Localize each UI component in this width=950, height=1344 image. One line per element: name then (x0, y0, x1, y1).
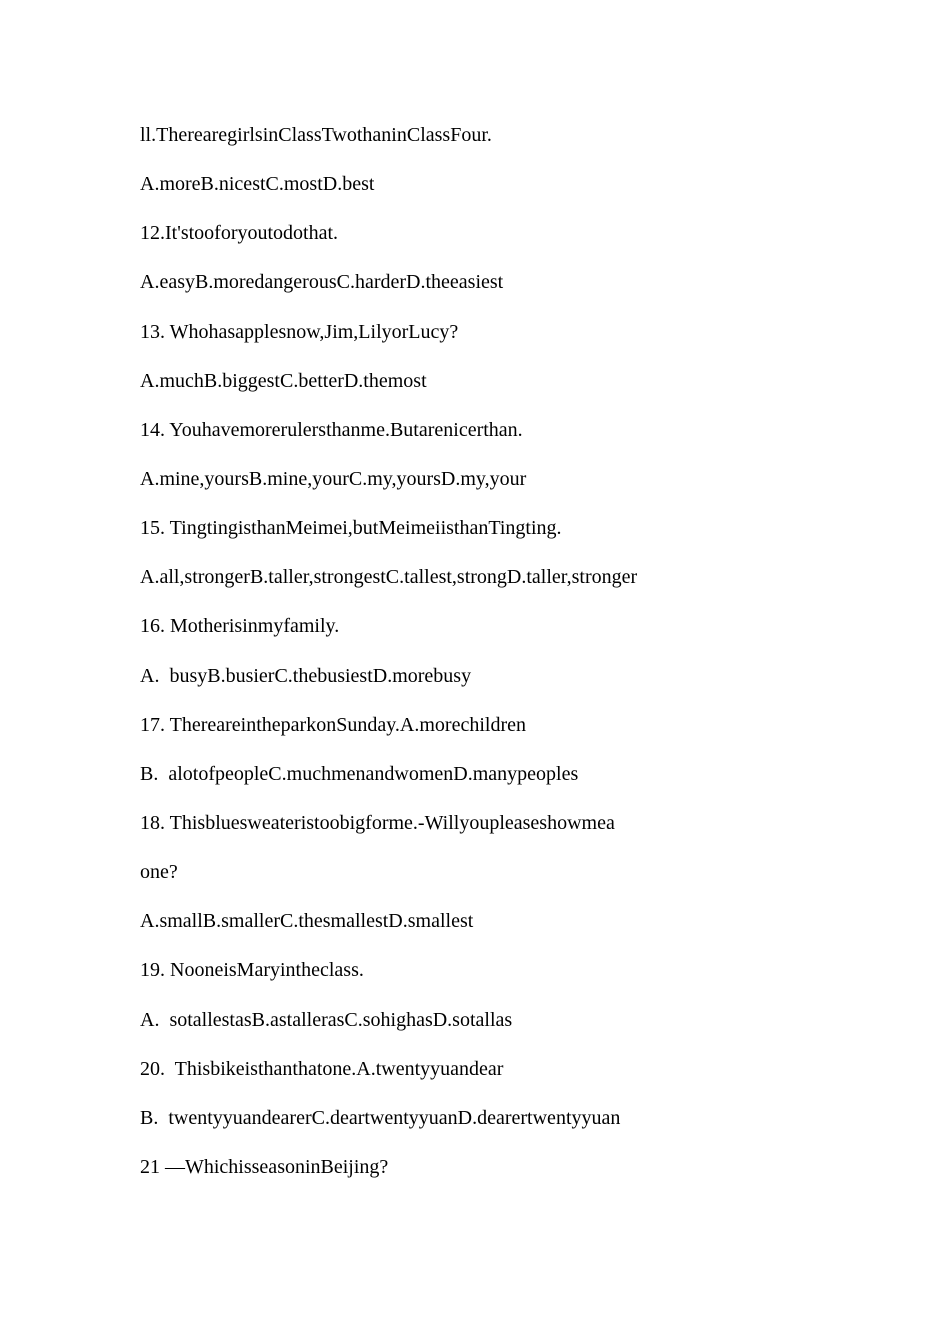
text-line: A.mine,yoursB.mine,yourC.my,yoursD.my,your (140, 467, 527, 490)
text-line: 15. TingtingisthanMeimei,butMeimeiisthanTingting. (140, 517, 562, 540)
text-line: A. busyB.busierC.thebusiestD.morebusy (140, 664, 472, 687)
text-line: 14. Youhavemorerulersthanme.Butarenicerthan. (140, 418, 523, 441)
text-line: 18. Thisbluesweateristoobigforme.-Willyoupleaseshowmea (140, 811, 615, 834)
text-line: B. alotofpeopleC.muchmenandwomenD.manypeoples (140, 762, 579, 785)
text-line: 20. Thisbikeisthanthatone.A.twentyyuandear (140, 1057, 504, 1080)
text-line: A.muchB.biggestC.betterD.themost (140, 369, 427, 392)
text-line: A.easyB.moredangerousC.harderD.theeasiest (140, 271, 504, 294)
text-line: 21 —WhichisseasoninBeijing? (140, 1155, 389, 1178)
text-line: 16. Motherisinmyfamily. (140, 615, 340, 638)
question-list (140, 122, 900, 1203)
text-line: 12.It'stooforyoutodothat. (140, 222, 339, 245)
text-line: one? (140, 861, 178, 884)
text-line: A. sotallestasB.astallerasC.sohighasD.sotallas (140, 1008, 513, 1031)
text-line: 17. ThereareintheparkonSunday.A.morechildren (140, 713, 526, 736)
text-line: A.moreB.nicestC.mostD.best (140, 173, 375, 196)
text-line: A.smallB.smallerC.thesmallestD.smallest (140, 910, 474, 933)
text-line: A.all,strongerB.taller,strongestC.tallest,strongD.taller,stronger (140, 566, 638, 589)
text-line: B. twentyyuandearerC.deartwentyyuanD.dearertwentyyuan (140, 1106, 621, 1129)
text-line: 13. Whohasapplesnow,Jim,LilyorLucy? (140, 320, 459, 343)
text-line: 19. NooneisMaryintheclass. (140, 959, 364, 982)
text-line: ll.TherearegirlsinClassTwothaninClassFour. (140, 124, 492, 146)
